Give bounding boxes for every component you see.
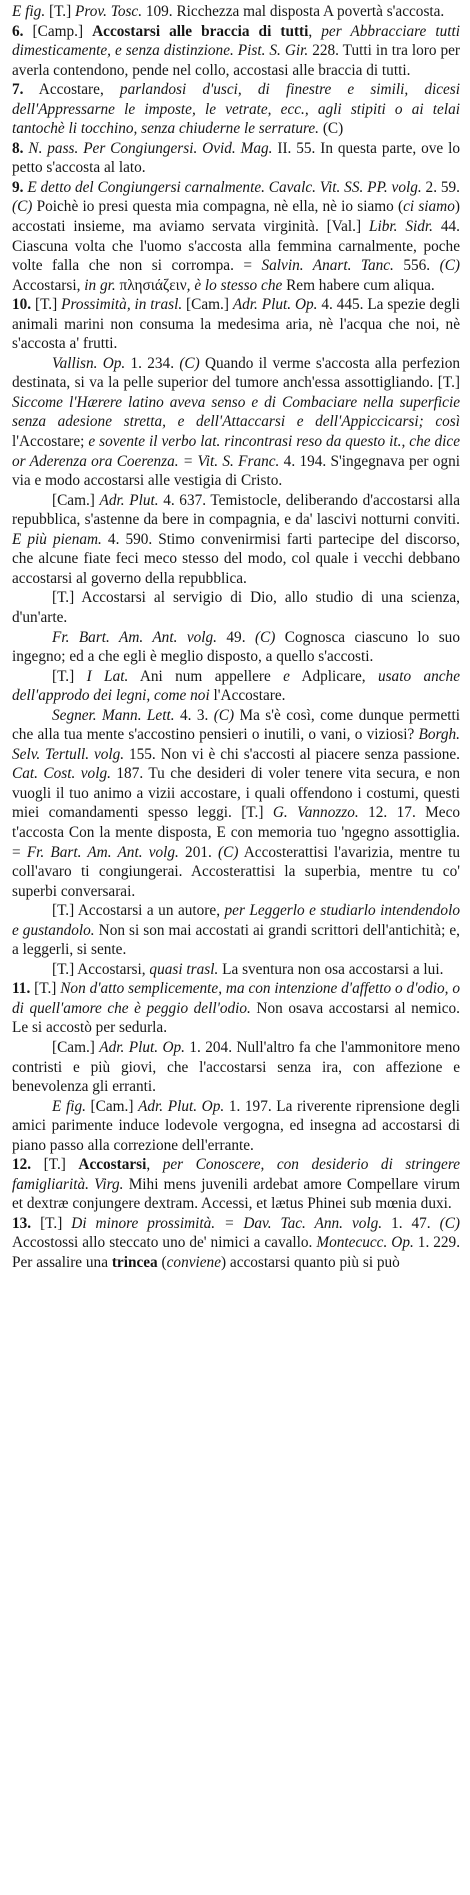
body-text: 155. Non vi è chi s'accosti al piacere senza passione.	[124, 745, 460, 763]
italic-text: , è lo stesso che	[186, 276, 283, 294]
italic-text: E fig.	[12, 3, 46, 20]
italic-text: E detto del Congiungersi carnalmente. Cavalc. Vit. SS. PP. volg.	[27, 178, 422, 196]
body-text: [T.]	[30, 980, 61, 998]
italic-text: E più pienam.	[12, 530, 102, 548]
entry-p-adr-plut-637	[12, 491, 460, 589]
italic-text: Adr. Plut. Op.	[232, 296, 318, 314]
entry-p-12	[12, 1155, 460, 1214]
italic-text: quasi trasl.	[149, 960, 219, 978]
italic-text: Prov. Tosc.	[75, 3, 143, 20]
body-text: 4. 194. S'ingegnava per ogni via e modo accostarsi alle vestigia di Cristo.	[12, 452, 460, 490]
body-text: ,	[146, 1156, 163, 1174]
body-text: Adplicare,	[289, 667, 378, 685]
italic-text: Vallisn. Op.	[52, 354, 126, 372]
italic-text: Salvin. Anart. Tanc.	[261, 257, 394, 275]
body-text: Accosterattisi l'avarizia, mentre tu coll'avaro ti congiungerai. Accosterattisi la superbia, mentre tu co' superbi conversarai.	[12, 843, 461, 900]
entry-p-13	[12, 1214, 460, 1273]
italic-text: (C)	[12, 198, 33, 216]
italic-text: parlandosi d'usci, di finestre e simili, dicesi dell'Appressarne le imposte, le vetrate, ecc., agli stipiti o ai telai tantochè li tocchino, senza chiuderne le serrature.	[12, 81, 461, 138]
italic-text: Adr. Plut. Op.	[138, 1097, 225, 1115]
body-text: [Cam.]	[182, 296, 233, 314]
sense-number: 10.	[12, 296, 32, 314]
body-text: [T.]	[31, 296, 62, 314]
italic-text: Adr. Plut. Op.	[99, 1038, 185, 1056]
italic-text: E fig.	[52, 1097, 86, 1115]
italic-text: Libr. Sidr.	[368, 218, 433, 236]
sense-number: 13.	[12, 1214, 32, 1232]
italic-text: (C)	[213, 706, 235, 724]
entry-p-7	[12, 80, 460, 139]
body-text: [T.]	[45, 3, 76, 20]
bold-headword: trincea	[111, 1254, 158, 1271]
italic-text: (C)	[439, 1214, 460, 1232]
entry-p-i-lat	[12, 667, 460, 706]
body-text: (C)	[319, 120, 344, 138]
body-text: 1. 47.	[382, 1214, 440, 1232]
entry-p-fr-bart-49	[12, 628, 460, 667]
body-text: [Camp.]	[23, 22, 93, 40]
italic-text: per Leggerlo e studiarlo intendendolo e gustandolo.	[12, 902, 460, 939]
body-text: 1. 197. La riverente riprensione degli amici parimente induce lodevole vergogna, ed insegna ad accostarsi di piano passo alla correzione dell'errante.	[12, 1097, 460, 1154]
italic-text: (C)	[439, 257, 461, 275]
entry-p-11	[12, 979, 460, 1038]
body-text: [T.]	[52, 667, 87, 685]
body-text: [T.] Accostarsi al servigio di Dio, allo studio di una scienza, d'un'arte.	[12, 589, 460, 626]
body-text: II. 55. In questa parte, ove lo petto s'accosta al lato.	[12, 139, 460, 177]
body-text: [T.]	[31, 1156, 79, 1174]
body-text: 109. Ricchezza mal disposta A povertà s'accosta.	[142, 3, 445, 20]
sense-number: 11.	[12, 980, 31, 998]
sense-number: 6.	[12, 22, 24, 40]
body-text: ) accostati insieme, ma aviamo servata virginità. [Val.]	[12, 198, 460, 236]
italic-text: (C)	[254, 628, 276, 646]
italic-text: conviene	[166, 1254, 221, 1271]
body-text: 1. 234.	[125, 354, 180, 372]
entry-p-6	[12, 22, 460, 81]
sense-number: 9.	[12, 178, 24, 196]
body-text: Non si son mai accostati ai grandi scrittori dell'antichità; e, a leggerli, si sente.	[12, 921, 461, 959]
italic-text: I Lat.	[86, 667, 129, 685]
body-text: 12. 17. Meco t'accosta Con la mente disposta, E con memoria tuo 'ngegno assottiglia. =	[12, 804, 461, 861]
body-text: Non osava accostarsi al nemico. Le si accostò per sedurla.	[12, 999, 460, 1037]
body-text: Quando il verme s'accosta alla perfezion destinata, si va la pelle superior del tumore anch'essa assottigliando. [T.]	[12, 354, 460, 392]
italic-text: Prossimità, in trasl.	[61, 296, 183, 314]
italic-text: N. pass. Per Congiungersi. Ovid. Mag.	[28, 139, 273, 157]
sense-number: 12.	[12, 1156, 32, 1174]
italic-text: e	[283, 667, 290, 685]
entry-p-8	[12, 139, 460, 178]
body-text: Cognosca ciascuno lo suo ingegno; ed a che egli è meglio disposto, a quello s'accosti.	[12, 628, 460, 666]
body-text: 4. 590. Stimo convenirmisi farti partecipe del discorso, che alcune fiate feci meco stesso del modo, col quale i vecchi debbano accostarsi al governo della repubblica.	[12, 530, 460, 587]
italic-text: G. Vannozzo.	[272, 804, 359, 822]
italic-text: Di minore prossimità. = Dav. Tac. Ann. volg.	[71, 1214, 383, 1232]
body-text: Ma s'è così, come dunque permetti che alla tua mente s'accostino pensieri o inutili, o vani, o viziosi?	[12, 706, 460, 744]
italic-text: (C)	[179, 354, 200, 372]
entry-p-e-fig-1	[12, 2, 460, 22]
body-text: (	[157, 1254, 167, 1271]
italic-text: Segner. Mann. Lett.	[52, 706, 175, 724]
italic-text: Fr. Bart. Am. Ant. volg.	[26, 843, 179, 861]
italic-text: per Abbracciare tutti dimesticamente, e senza distinzione. Pist. S. Gir.	[12, 22, 461, 60]
body-text: 49.	[216, 628, 255, 646]
body-text: Accostossi allo steccato uno de' nimici a cavallo.	[12, 1234, 317, 1252]
entry-p-vallisn	[12, 354, 460, 491]
body-text: 187. Tu che desideri di voler tenere vita secura, e non vuogli il tuo animo a vizii accostare, i quali offendono i costumi, questi miei comandamenti spesso leggi. [T.]	[12, 765, 460, 822]
body-text: [Cam.]	[85, 1097, 139, 1115]
italic-text: Fr. Bart. Am. Ant. volg.	[52, 628, 217, 646]
body-text: [Cam.]	[52, 491, 100, 509]
entry-p-10	[12, 295, 460, 354]
entry-p-servigio	[12, 588, 460, 627]
body-text: 1. 204. Null'altro fa che l'ammonitore meno contristi e più giovi, che l'accostarsi senza ira, con affezione e benevolenza gli erranti.	[12, 1038, 460, 1096]
italic-text: Non d'atto semplicemente, ma con intenzione d'affetto o d'odio, o di quell'amore che è peggio dell'odio.	[12, 980, 460, 1017]
body-text: 228. Tutti in tra loro per averla contendono, pende nel collo, accostasi alle braccia di tutti.	[12, 42, 460, 79]
body-text: 556.	[393, 257, 440, 275]
body-text: πλησιάζειν	[115, 276, 187, 294]
body-text: ,	[308, 22, 322, 40]
body-text: Mihi mens juvenili ardebat amore Compellare virum et dextræ conjungere dextram. Accessi, et lætus Phinei sub mœnia duxi.	[12, 1175, 460, 1213]
bold-headword: Accostarsi	[78, 1156, 147, 1174]
body-text: 4. 3.	[174, 706, 214, 724]
italic-text: e sovente il verbo lat. rincontrasi reso da questo it., che dice or Aderenza ora Coerenza. = Vit. S. Franc.	[12, 433, 460, 470]
entry-p-adr-plut-204	[12, 1038, 460, 1097]
body-text: 201.	[178, 843, 219, 861]
italic-text: Adr. Plut.	[99, 491, 159, 509]
entry-p-e-fig-2	[12, 1097, 460, 1156]
body-text: 2. 59.	[421, 178, 460, 196]
body-text: 1. 229. Per assalire una	[12, 1234, 461, 1271]
sense-number: 7.	[12, 81, 24, 99]
body-text: [T.]	[31, 1214, 72, 1232]
body-text: Accostarsi,	[12, 276, 85, 294]
body-text: l'Accostare.	[209, 687, 286, 705]
italic-text: in gr.	[84, 276, 116, 294]
entry-p-autore	[12, 901, 460, 960]
body-text: La sventura non osa accostarsi a lui.	[218, 960, 444, 978]
body-text: Rem habere cum aliqua.	[282, 276, 435, 294]
italic-text: (C)	[218, 843, 239, 861]
body-text: Accostare,	[23, 81, 120, 99]
body-text: [T.] Accostarsi,	[52, 960, 150, 978]
sense-number: 8.	[12, 139, 24, 157]
body-text: [T.] Accostarsi a un autore,	[52, 902, 225, 920]
italic-text: Montecucc. Op.	[316, 1234, 414, 1252]
body-text: Poichè io presi questa mia compagna, nè ella, nè io siamo (	[32, 198, 404, 216]
italic-text: ci siamo	[403, 198, 455, 216]
bold-headword: Accostarsi alle braccia di tutti	[92, 22, 309, 40]
italic-text: usato anche dell'approdo dei legni, come noi	[12, 667, 460, 705]
body-text: 4. 637. Temistocle, deliberando d'accostarsi alla repubblica, s'astenne da bere in compagnia, e da' lascivi notturni conviti.	[12, 491, 461, 529]
body-text: ) accostarsi quanto più si può	[220, 1254, 400, 1271]
italic-text: Cat. Cost. volg.	[12, 765, 111, 783]
body-text: Ani num appellere	[128, 667, 284, 685]
body-text: 44. Ciascuna volta che l'uomo s'accosta alla femmina carnalmente, poche volte falla che non si corrompa. =	[12, 218, 460, 275]
italic-text: Borgh. Selv. Tertull. volg.	[12, 726, 460, 763]
body-text: 4. 445. La spezie degli animali marini non consuma la medesima aria, nè l'acqua che noi, nè s'accosta a' frutti.	[12, 296, 460, 353]
body-text: l'Accostare;	[12, 433, 89, 451]
entry-p-quasi-trasl	[12, 960, 460, 980]
entry-p-segner	[12, 706, 460, 901]
italic-text: Siccome l'Hærere latino aveva senso e di Combaciare nella superficie senza adesione stretta, e dell'Attaccarsi e dell'Appiccicarsi; così	[12, 393, 460, 431]
entry-p-9	[12, 178, 460, 295]
body-text: [Cam.]	[52, 1038, 100, 1056]
italic-text: per Conoscere, con desiderio di stringere famigliarità. Virg.	[12, 1156, 461, 1193]
